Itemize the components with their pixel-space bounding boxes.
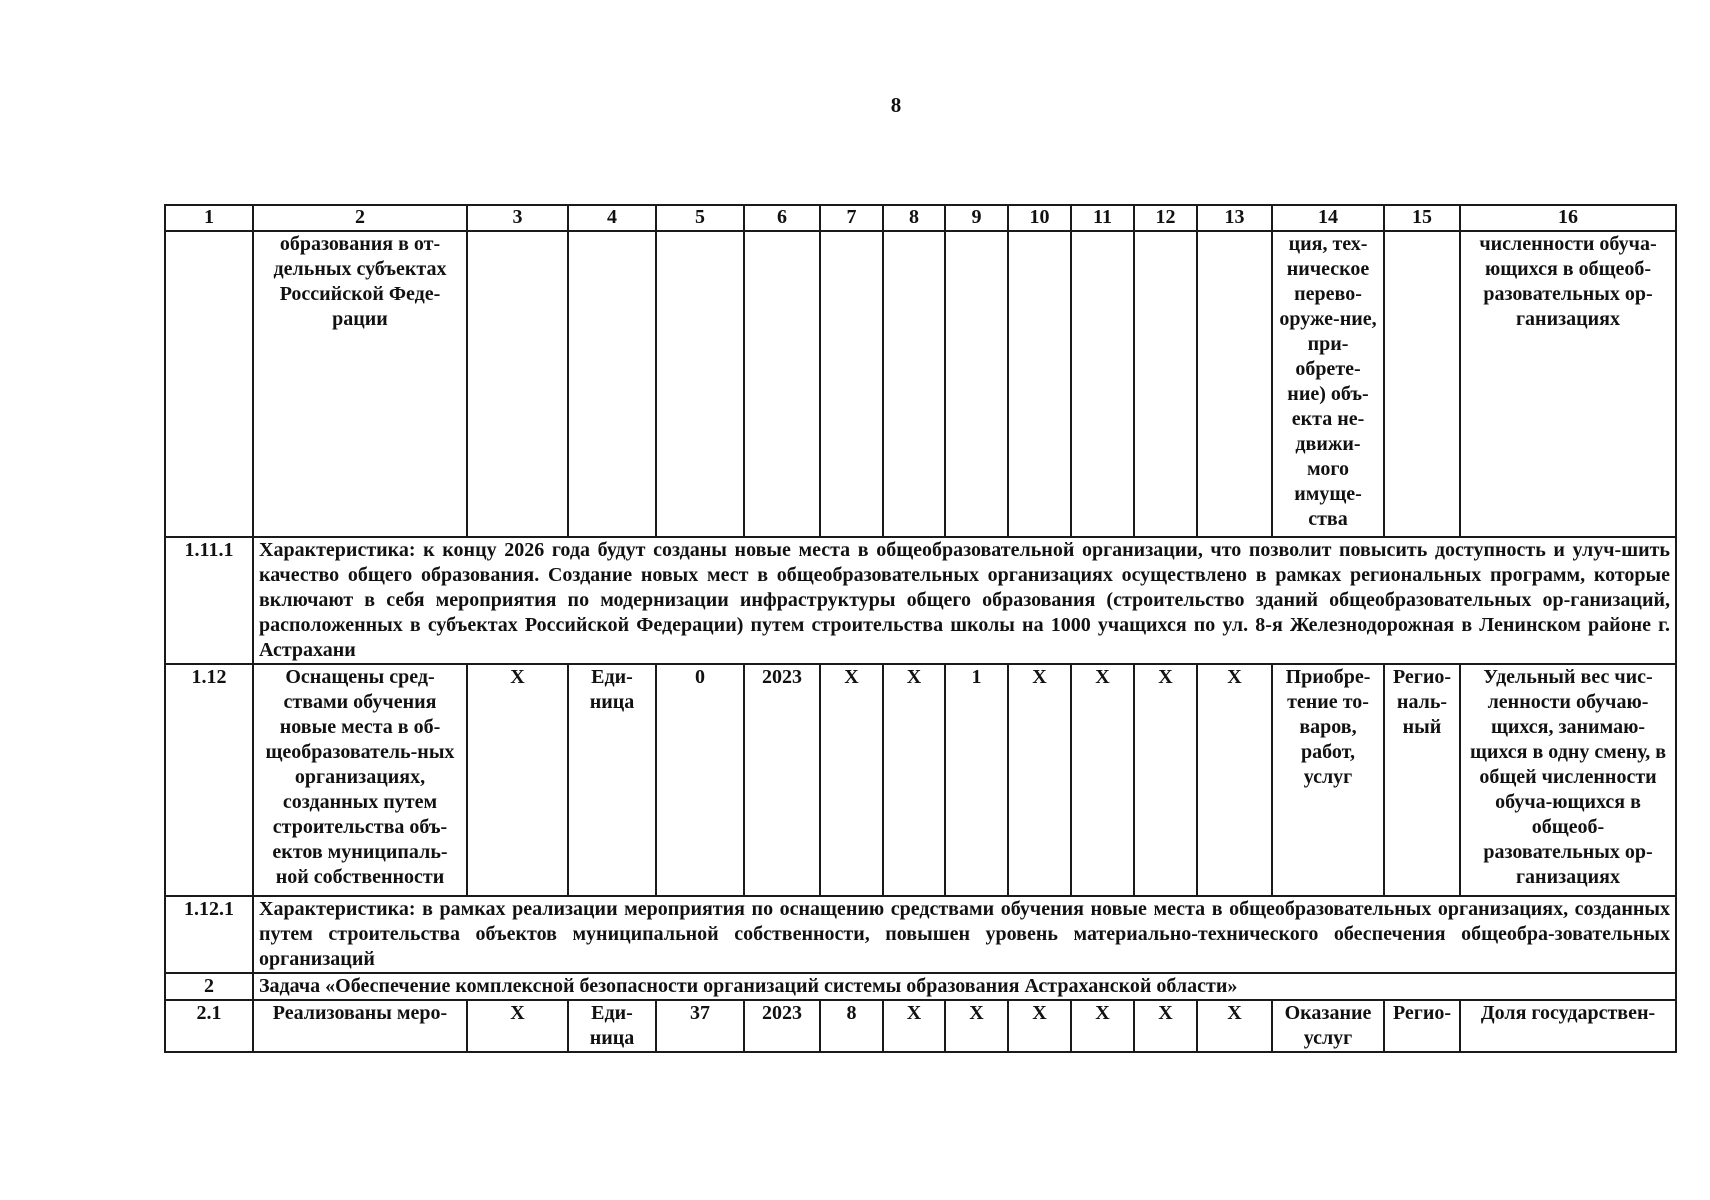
row-number: 1.12 — [165, 664, 253, 896]
table-cell: ция, тех-ническое перево-оруже-ние, при-обрете-ние) объ-екта не-движи-мого имуще-ства — [1272, 231, 1384, 537]
table-header-row — [165, 205, 1676, 231]
header-cell: 16 — [1460, 205, 1676, 231]
table-cell: Реализованы меро- — [253, 1000, 467, 1052]
header-cell: 10 — [1008, 205, 1071, 231]
table-row-1-11-1 — [165, 537, 1676, 664]
table-cell: X — [1134, 664, 1197, 896]
table-cell: X — [1134, 1000, 1197, 1052]
table-cell — [1071, 231, 1134, 537]
table-cell: 37 — [656, 1000, 744, 1052]
table-cell: Удельный вес чис-ленности обучаю-щихся, занимаю-щихся в одну смену, в общей численности обуча-ющихся в общеоб-разовательных ор-ганизациях — [1460, 664, 1676, 896]
header-cell: 3 — [467, 205, 568, 231]
page-number: 8 — [890, 93, 902, 117]
table-cell — [165, 231, 253, 537]
table-cell — [883, 231, 945, 537]
table-row-continued — [165, 231, 1676, 537]
table-cell: Регио-наль-ный — [1384, 664, 1460, 896]
table-cell: X — [1008, 664, 1071, 896]
header-cell: 9 — [945, 205, 1008, 231]
header-cell: 2 — [253, 205, 467, 231]
table-cell: X — [883, 1000, 945, 1052]
header-cell: 14 — [1272, 205, 1384, 231]
header-cell: 8 — [883, 205, 945, 231]
table-cell: X — [1071, 664, 1134, 896]
table-cell: Регио- — [1384, 1000, 1460, 1052]
table-cell — [1134, 231, 1197, 537]
table-cell: Приобре-тение то-варов, работ, услуг — [1272, 664, 1384, 896]
row-number: 1.12.1 — [165, 896, 253, 973]
table-cell: X — [945, 1000, 1008, 1052]
row-number: 1.11.1 — [165, 537, 253, 664]
table-cell — [656, 231, 744, 537]
header-cell: 12 — [1134, 205, 1197, 231]
header-cell: 15 — [1384, 205, 1460, 231]
row-number: 2.1 — [165, 1000, 253, 1052]
activities-table — [164, 204, 1677, 1053]
table-cell: Еди-ница — [568, 1000, 656, 1052]
table-cell: X — [1197, 1000, 1272, 1052]
table-cell: Оказание услуг — [1272, 1000, 1384, 1052]
table-cell: 1 — [945, 664, 1008, 896]
table-cell — [568, 231, 656, 537]
table-cell — [744, 231, 820, 537]
table-cell: X — [820, 664, 883, 896]
header-cell: 13 — [1197, 205, 1272, 231]
table-cell — [1197, 231, 1272, 537]
table-cell: X — [467, 1000, 568, 1052]
characteristic-text: Характеристика: к концу 2026 года будут созданы новые места в общеобразовательной организации, что позволит повысить доступность и улуч-шить качество общего образования. Создание новых мест в общеобразовательных организациях осуществлено в рамках региональных программ, которые включают в себя мероприятия по модернизации инфраструктуры общего образования (строительство зданий общеобразовательных ор-ганизаций, расположенных в субъектах Российской Федерации) путем строительства школы на 1000 учащихся по ул. 8-я Железнодорожная в Ленинском районе г. Астрахани — [253, 537, 1676, 664]
header-cell: 6 — [744, 205, 820, 231]
table-row-1-12 — [165, 664, 1676, 896]
header-cell: 4 — [568, 205, 656, 231]
table-cell: образования в от-дельных субъектах Российской Феде-рации — [253, 231, 467, 537]
table-cell: X — [883, 664, 945, 896]
table-cell: X — [1197, 664, 1272, 896]
table-cell — [945, 231, 1008, 537]
table-cell: численности обуча-ющихся в общеоб-разовательных ор-ганизациях — [1460, 231, 1676, 537]
table-cell — [820, 231, 883, 537]
header-cell: 1 — [165, 205, 253, 231]
table-cell: 8 — [820, 1000, 883, 1052]
table-row-task-2 — [165, 973, 1676, 1000]
table-cell: 2023 — [744, 1000, 820, 1052]
table-cell: Оснащены сред-ствами обучения новые места в об-щеобразователь-ных организациях, созданных путем строительства объ-ектов муниципаль-ной собственности — [253, 664, 467, 896]
table-cell — [467, 231, 568, 537]
characteristic-text: Характеристика: в рамках реализации мероприятия по оснащению средствами обучения новые места в общеобразовательных организациях, созданных путем строительства объектов муниципальной собственности, повышен уровень материально-технического обеспечения общеобра-зовательных организаций — [253, 896, 1676, 973]
table-row-1-12-1 — [165, 896, 1676, 973]
header-cell: 7 — [820, 205, 883, 231]
table-cell — [1384, 231, 1460, 537]
table-cell: Доля государствен- — [1460, 1000, 1676, 1052]
row-number: 2 — [165, 973, 253, 1000]
table-cell: X — [1008, 1000, 1071, 1052]
table-row-2-1 — [165, 1000, 1676, 1052]
table-cell: 0 — [656, 664, 744, 896]
header-cell: 11 — [1071, 205, 1134, 231]
task-text: Задача «Обеспечение комплексной безопасности организаций системы образования Астраханской области» — [253, 973, 1676, 1000]
table-cell: X — [1071, 1000, 1134, 1052]
table-cell: X — [467, 664, 568, 896]
header-cell: 5 — [656, 205, 744, 231]
table-cell: 2023 — [744, 664, 820, 896]
table-cell: Еди-ница — [568, 664, 656, 896]
table-cell — [1008, 231, 1071, 537]
